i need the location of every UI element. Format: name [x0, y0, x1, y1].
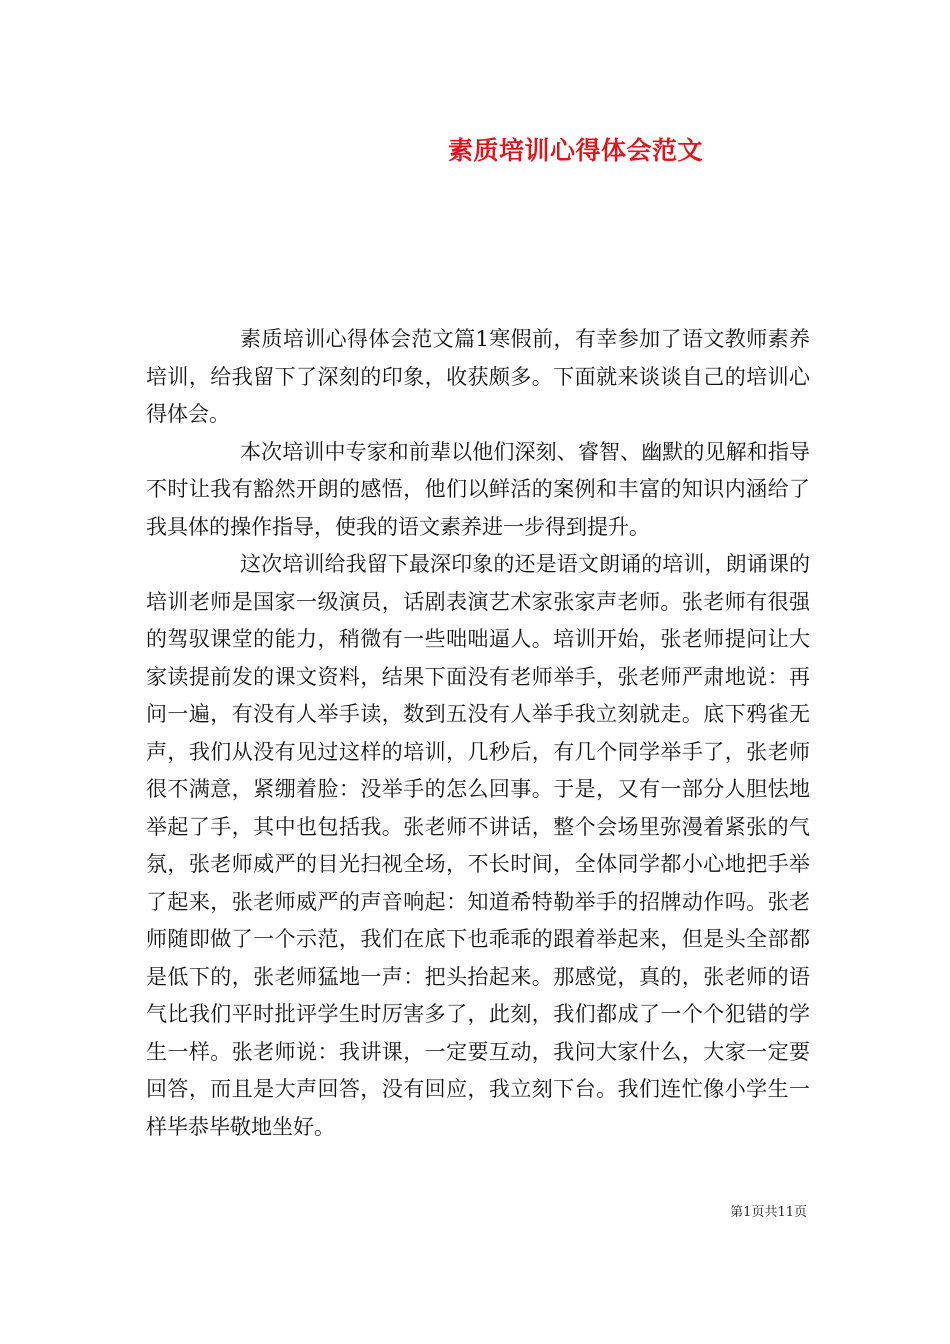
document-body: [146, 321, 810, 1146]
document-title: 素质培训心得体会范文: [448, 136, 704, 165]
paragraph-2: 本次培训中专家和前辈以他们深刻、睿智、幽默的见解和指导不时让我有豁然开朗的感悟，他们以鲜活的案例和丰富的知识内涵给了我具体的操作指导，使我的语文素养进一步得到提升。: [146, 439, 810, 539]
paragraph-3: 这次培训给我留下最深印象的还是语文朗诵的培训，朗诵课的培训老师是国家一级演员，话剧表演艺术家张家声老师。张老师有很强的驾驭课堂的能力，稍微有一些咄咄逼人。培训开始，张老师提问让大家读提前发的课文资料，结果下面没有老师举手，张老师严肃地说：再问一遍，有没有人举手读，数到五没有人举手我立刻就走。底下鸦雀无声，我们从没有见过这样的培训，几秒后，有几个同学举手了，张老师很不满意，紧绷着脸：没举手的怎么回事。于是，又有一部分人胆怯地举起了手，其中也包括我。张老师不讲话，整个会场里弥漫着紧张的气氛，张老师威严的目光扫视全场，不长时间，全体同学都小心地把手举了起来，张老师威严的声音响起：知道希特勒举手的招牌动作吗。张老师随即做了一个示范，我们在底下也乖乖的跟着举起来，但是头全部都是低下的，张老师猛地一声：把头抬起来。那感觉，真的，张老师的语气比我们平时批评学生时厉害多了，此刻，我们都成了一个个犯错的学生一样。张老师说：我讲课，一定要互动，我问大家什么，大家一定要回答，而且是大声回答，没有回应，我立刻下台。我们连忙像小学生一样毕恭毕敬地坐好。: [146, 552, 810, 1139]
page-number-footer: 第1页共11页: [730, 1205, 807, 1220]
paragraph-1: 素质培训心得体会范文篇1寒假前，有幸参加了语文教师素养培训，给我留下了深刻的印象，收获颇多。下面就来谈谈自己的培训心得体会。: [146, 327, 810, 426]
